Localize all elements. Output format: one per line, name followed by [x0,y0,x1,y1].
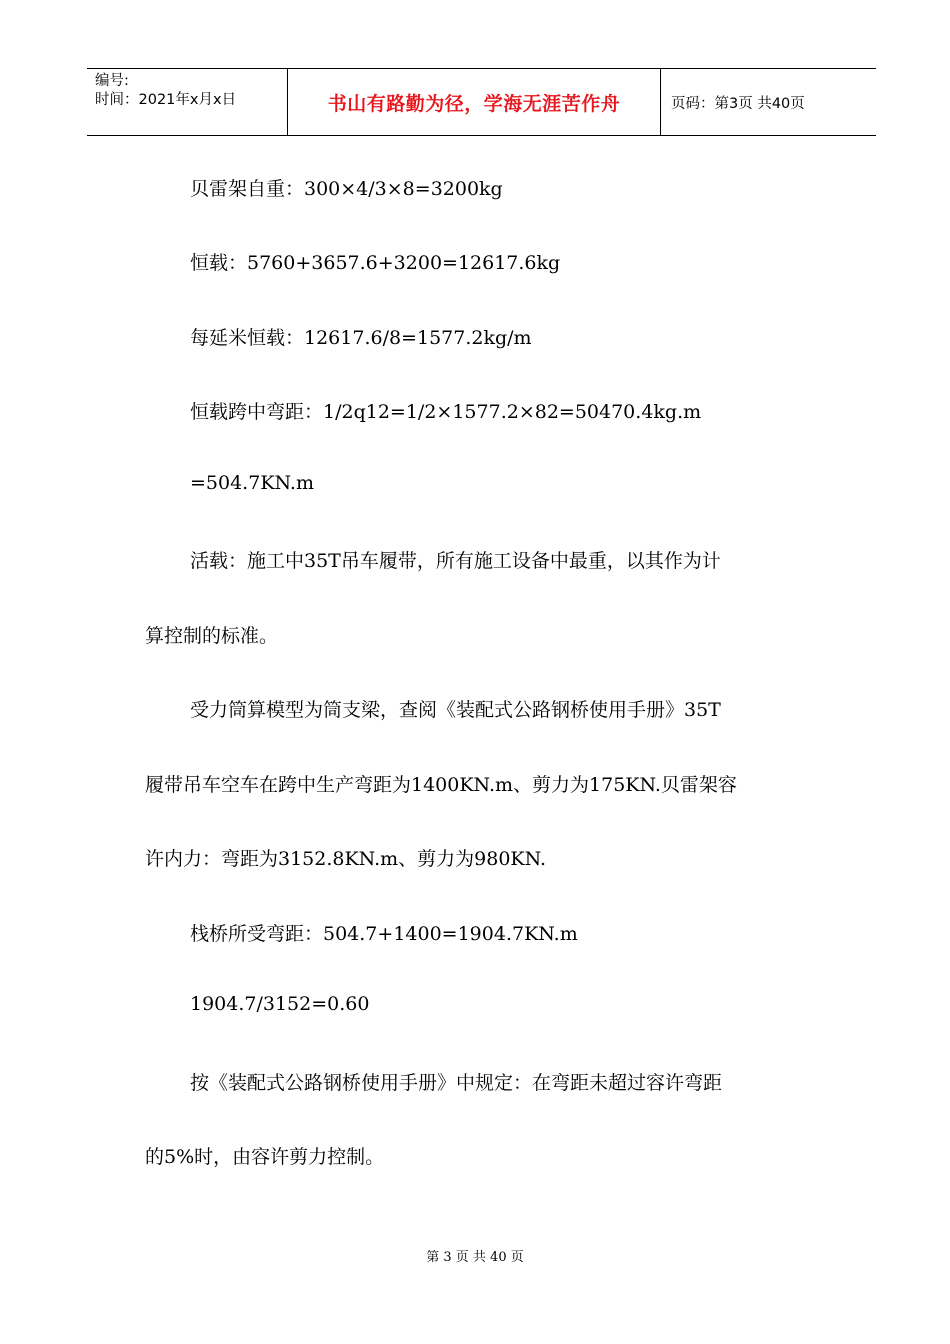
body-line: 的5%时，由容许剪力控制。 [145,1146,385,1168]
body-line: 按《装配式公路钢桥使用手册》中规定：在弯距未超过容许弯距 [190,1072,723,1094]
body-line: 受力筒算模型为筒支梁，查阅《装配式公路钢桥使用手册》35T [190,699,721,721]
body-line: 每延米恒载：12617.6/8=1577.2kg/m [190,327,532,349]
header-info [95,72,285,110]
header-divider-right [660,69,661,136]
document-number-label: 编号: [95,73,129,89]
header-page-number: 页码：第3页 共40页 [671,96,805,112]
body-line: =504.7KN.m [190,472,314,494]
page-header [87,68,876,136]
body-line: 1904.7/3152=0.60 [190,993,370,1015]
page-footer: 第 3 页 共 40 页 [426,1250,524,1265]
body-line: 履带吊车空车在跨中生产弯距为1400KN.m、剪力为175KN.贝雷架容 [145,774,737,796]
header-motto: 书山有路勤为径，学海无涯苦作舟 [327,93,621,115]
body-line: 许内力：弯距为3152.8KN.m、剪力为980KN. [145,848,547,870]
body-line: 恒载：5760+3657.6+3200=12617.6kg [190,252,561,274]
body-line: 活载：施工中35T吊车履带，所有施工设备中最重，以其作为计 [190,550,721,572]
body-line: 贝雷架自重：300×4/3×8=3200kg [190,178,503,200]
body-line: 算控制的标准。 [145,625,279,647]
body-line: 栈桥所受弯距：504.7+1400=1904.7KN.m [190,923,578,945]
body-line: 恒载跨中弯距：1/2q12=1/2×1577.2×82=50470.4kg.m [190,401,702,423]
document-time-label: 时间：2021年x月x日 [95,92,237,108]
